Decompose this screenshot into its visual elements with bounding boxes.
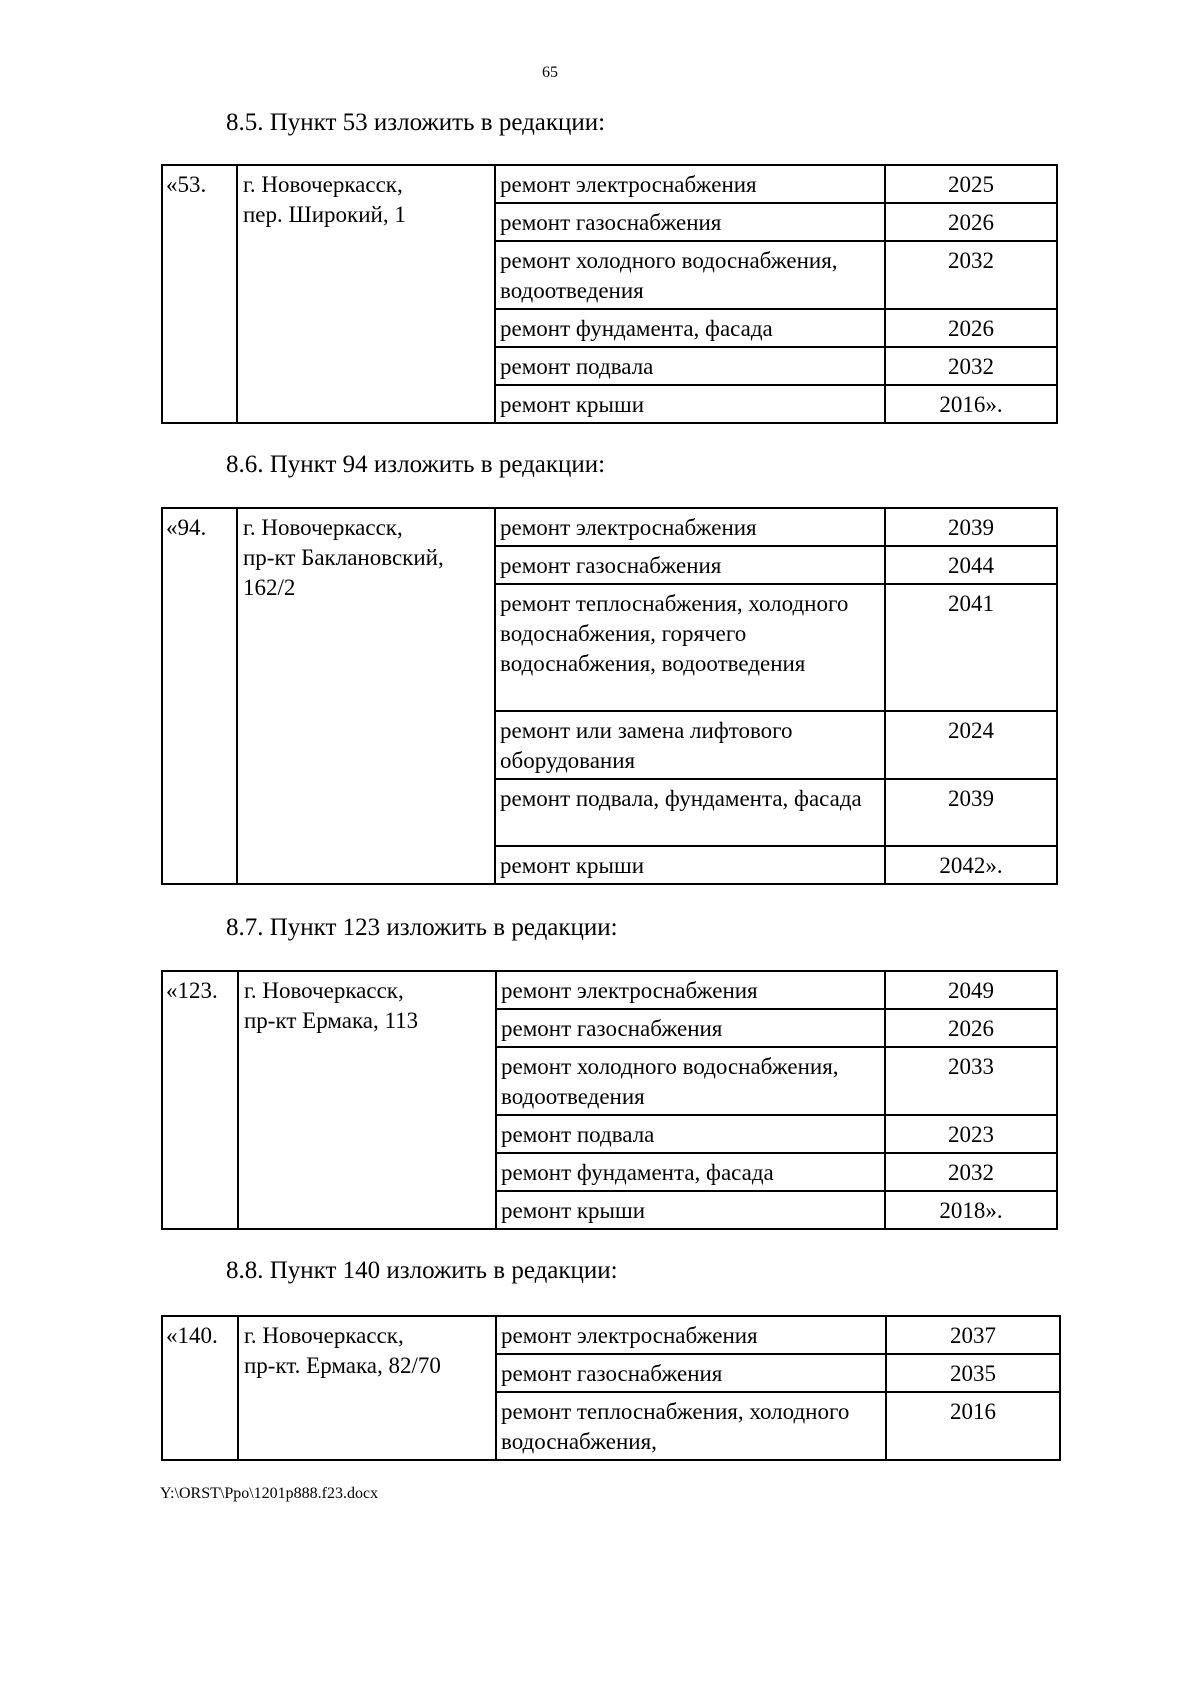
- address-cell: [237, 508, 495, 884]
- work-type: ремонт газоснабжения: [496, 1354, 886, 1392]
- page-number: 65: [542, 64, 558, 81]
- work-type: ремонт газоснабжения: [495, 546, 885, 584]
- work-year: 2042».: [885, 846, 1057, 884]
- item-number: «53.: [162, 165, 237, 423]
- work-type: ремонт холодного водоснабжения, водоотведения: [496, 1047, 885, 1115]
- work-year: 2026: [885, 203, 1057, 241]
- work-type: ремонт подвала: [495, 347, 885, 385]
- work-schedule-table: [161, 507, 1058, 885]
- work-type: ремонт электроснабжения: [495, 165, 885, 203]
- work-type: ремонт электроснабжения: [496, 971, 885, 1009]
- table-row: [162, 1316, 1060, 1354]
- work-type: ремонт фундамента, фасада: [495, 309, 885, 347]
- address-line: пр-кт. Ермака, 82/70: [244, 1353, 441, 1378]
- work-type: ремонт газоснабжения: [495, 203, 885, 241]
- address-line: г. Новочеркасск,: [243, 172, 403, 197]
- work-year: 2039: [885, 508, 1057, 546]
- work-year: 2016: [886, 1392, 1060, 1460]
- work-year: 2033: [885, 1047, 1057, 1115]
- work-schedule-table: [161, 970, 1058, 1230]
- work-type: ремонт электроснабжения: [496, 1316, 886, 1354]
- section-heading: 8.6. Пункт 94 изложить в редакции:: [226, 451, 606, 478]
- address-line: пер. Широкий, 1: [243, 202, 406, 227]
- work-type: ремонт подвала, фундамента, фасада: [495, 779, 885, 846]
- work-year: 2024: [885, 711, 1057, 779]
- address-line: 162/2: [243, 575, 296, 600]
- work-year: 2032: [885, 241, 1057, 309]
- work-schedule-table: [161, 1315, 1061, 1461]
- work-type: ремонт теплоснабжения, холодного водоснабжения, горячего водоснабжения, водоотведения: [495, 584, 885, 711]
- address-cell: [237, 165, 495, 423]
- table-row: [162, 971, 1057, 1009]
- address-cell: [238, 971, 496, 1229]
- work-year: 2049: [885, 971, 1057, 1009]
- work-type: ремонт фундамента, фасада: [496, 1153, 885, 1191]
- item-number: «94.: [162, 508, 237, 884]
- work-year: 2044: [885, 546, 1057, 584]
- work-type: ремонт подвала: [496, 1115, 885, 1153]
- work-type: ремонт крыши: [495, 846, 885, 884]
- item-number: «123.: [162, 971, 238, 1229]
- work-type: ремонт крыши: [496, 1191, 885, 1229]
- section-heading: 8.7. Пункт 123 изложить в редакции:: [226, 914, 618, 941]
- document-file-path: Y:\ORST\Ppo\1201p888.f23.docx: [160, 1485, 379, 1502]
- table-row: [162, 508, 1057, 546]
- work-type: ремонт теплоснабжения, холодного водоснабжения,: [496, 1392, 886, 1460]
- address-cell: [238, 1316, 496, 1460]
- work-type: ремонт электроснабжения: [495, 508, 885, 546]
- item-number: «140.: [162, 1316, 238, 1460]
- table-row: [162, 165, 1057, 203]
- address-line: пр-кт Ермака, 113: [244, 1008, 419, 1033]
- work-year: 2025: [885, 165, 1057, 203]
- work-year: 2032: [885, 347, 1057, 385]
- address-line: г. Новочеркасск,: [244, 978, 404, 1003]
- work-year: 2035: [886, 1354, 1060, 1392]
- work-year: 2023: [885, 1115, 1057, 1153]
- work-year: 2018».: [885, 1191, 1057, 1229]
- work-year: 2041: [885, 584, 1057, 711]
- section-heading: 8.5. Пункт 53 изложить в редакции:: [226, 109, 606, 136]
- work-year: 2039: [885, 779, 1057, 846]
- section-heading: 8.8. Пункт 140 изложить в редакции:: [226, 1257, 618, 1284]
- work-schedule-table: [161, 164, 1058, 424]
- address-line: г. Новочеркасск,: [243, 515, 403, 540]
- address-line: г. Новочеркасск,: [244, 1323, 404, 1348]
- work-year: 2032: [885, 1153, 1057, 1191]
- work-type: ремонт газоснабжения: [496, 1009, 885, 1047]
- work-year: 2016».: [885, 385, 1057, 423]
- work-year: 2026: [885, 309, 1057, 347]
- address-line: пр-кт Баклановский,: [243, 545, 444, 570]
- work-type: ремонт крыши: [495, 385, 885, 423]
- work-type: ремонт или замена лифтового оборудования: [495, 711, 885, 779]
- work-year: 2026: [885, 1009, 1057, 1047]
- work-year: 2037: [886, 1316, 1060, 1354]
- work-type: ремонт холодного водоснабжения, водоотведения: [495, 241, 885, 309]
